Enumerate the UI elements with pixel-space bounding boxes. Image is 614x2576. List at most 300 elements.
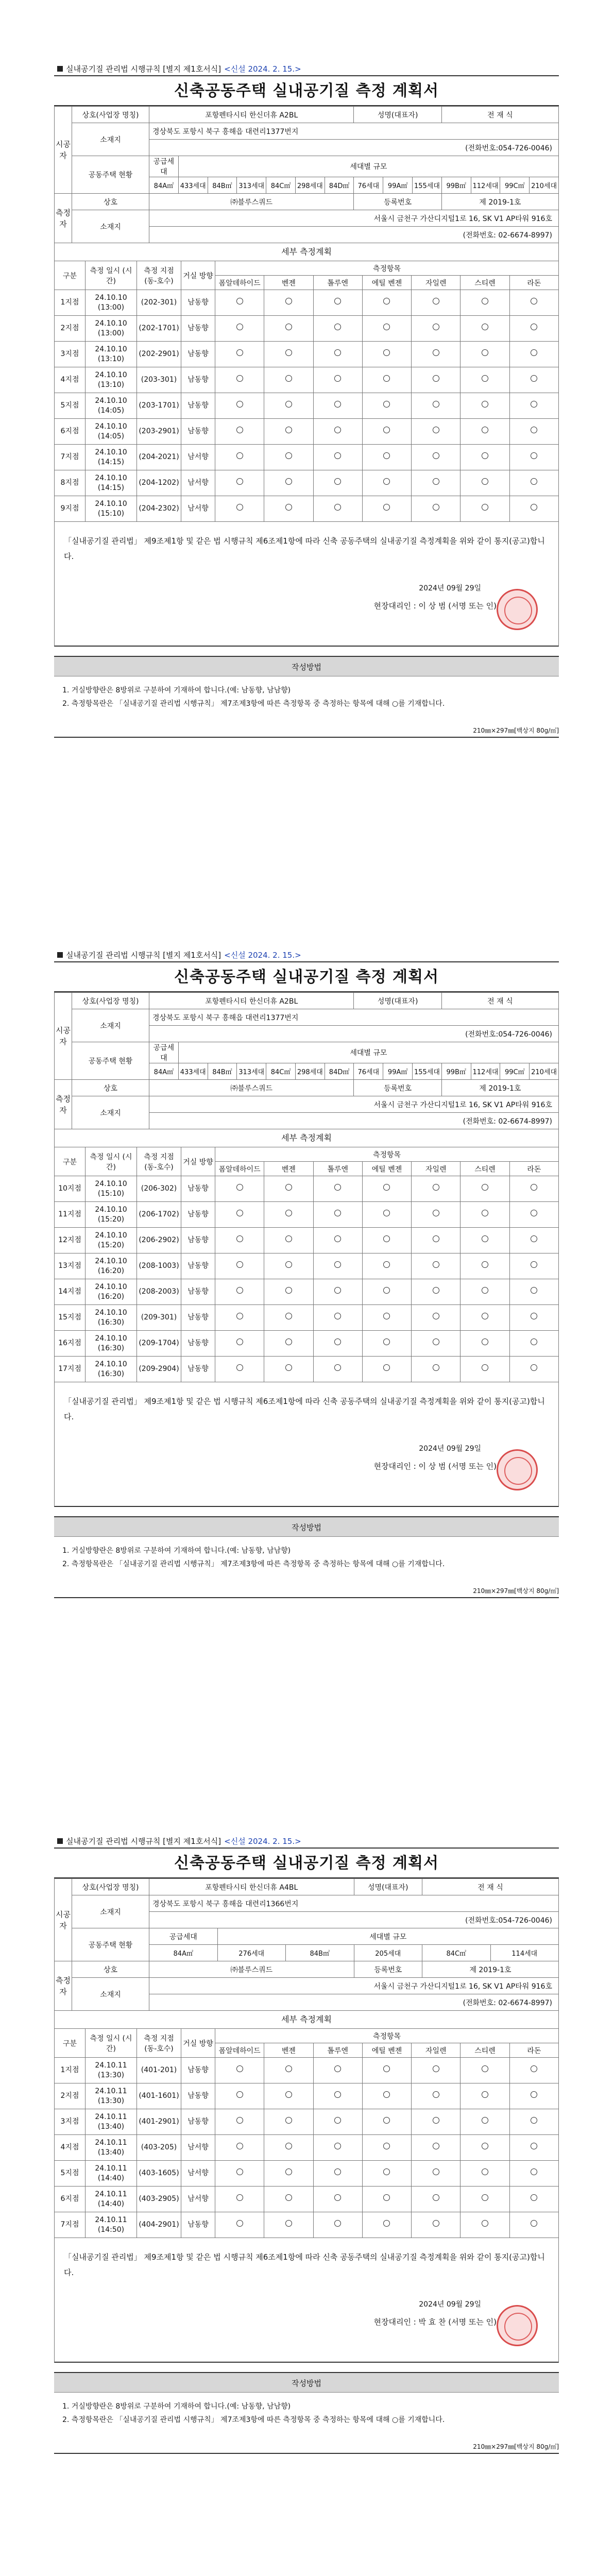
check-cell (313, 316, 362, 342)
point-datetime (86, 2109, 137, 2135)
unit-size: 99A㎡ (383, 1063, 413, 1080)
applicant-table (54, 106, 559, 243)
check-circle-icon (482, 324, 488, 330)
point-time: (14:05) (97, 406, 125, 415)
point-division: 14지점 (55, 1279, 86, 1305)
check-circle-icon (236, 2065, 243, 2072)
point-datetime (86, 1176, 137, 1202)
check-cell (313, 342, 362, 367)
check-circle-icon (236, 1235, 243, 1242)
check-cell (412, 393, 460, 419)
housing-status-label: 공동주택 현황 (72, 1042, 149, 1080)
form-revision: <신설 2024. 2. 15.> (224, 1837, 301, 1846)
measurement-point-row (55, 1253, 559, 1279)
point-datetime (86, 367, 137, 393)
point-date: 24.10.10 (95, 1282, 127, 1291)
check-circle-icon (334, 478, 341, 485)
living-room-direction: 남동향 (181, 2058, 215, 2083)
check-cell (215, 419, 264, 445)
check-cell (362, 1202, 411, 1228)
check-cell (215, 316, 264, 342)
method-item-2: 2. 측정항목란은 「실내공기질 관리법 시행규칙」 제7조제3항에 따른 측정항목 중 측정하는 항목에 대해 ○를 기재합니다. (62, 700, 445, 708)
check-circle-icon (285, 349, 292, 356)
check-circle-icon (383, 349, 390, 356)
check-circle-icon (433, 2220, 439, 2227)
col-pollutant: 벤젠 (264, 2043, 313, 2058)
check-circle-icon (383, 324, 390, 330)
check-cell (264, 1305, 313, 1331)
check-circle-icon (334, 298, 341, 304)
point-time: (15:10) (97, 1189, 125, 1198)
measurement-point-row (55, 419, 559, 445)
measurement-point-row (55, 1279, 559, 1305)
unit-count: 210세대 (530, 1063, 559, 1080)
check-circle-icon (482, 298, 488, 304)
living-room-direction: 남동향 (181, 1305, 215, 1331)
col-items: 측정항목 (215, 261, 559, 276)
point-date: 24.10.11 (95, 2061, 127, 2070)
point-date: 24.10.10 (95, 1205, 127, 1214)
check-cell (412, 1305, 460, 1331)
check-cell (264, 290, 313, 316)
check-circle-icon (531, 401, 537, 408)
measurer-address: 서울시 금천구 가산디지털1로 16, SK V1 AP타워 916호 (149, 1978, 559, 1994)
col-pollutant: 스티렌 (460, 1162, 509, 1176)
check-circle-icon (383, 401, 390, 408)
point-time: (15:20) (97, 1241, 125, 1249)
check-circle-icon (482, 1261, 488, 1268)
col-pollutant: 톨루엔 (313, 2043, 362, 2058)
address-label: 소재지 (72, 1895, 149, 1928)
check-circle-icon (433, 324, 439, 330)
check-cell (264, 1253, 313, 1279)
check-circle-icon (383, 1338, 390, 1345)
check-circle-icon (433, 1261, 439, 1268)
check-cell (412, 2212, 460, 2238)
check-cell (509, 2161, 558, 2187)
plan-title: 세부 측정계획 (54, 2011, 559, 2028)
point-date: 24.10.11 (95, 2190, 127, 2198)
check-cell (264, 470, 313, 496)
check-circle-icon (383, 1235, 390, 1242)
living-room-direction: 남동향 (181, 419, 215, 445)
notice-date: 2024년 09월 29일 (419, 584, 481, 592)
check-cell (460, 1176, 509, 1202)
form-header-text: 실내공기질 관리법 시행규칙 [별지 제1호서식] (66, 951, 221, 960)
representative-label: 성명(대표자) (354, 1879, 422, 1895)
living-room-direction: 남동향 (181, 1228, 215, 1253)
check-circle-icon (334, 1235, 341, 1242)
check-cell (509, 342, 558, 367)
form-page (54, 948, 559, 1598)
applicant-role-label: 시공자 (55, 107, 72, 194)
check-circle-icon (334, 349, 341, 356)
check-circle-icon (383, 1364, 390, 1371)
check-circle-icon (236, 427, 243, 433)
measurement-point-row (55, 2083, 559, 2109)
check-cell (509, 367, 558, 393)
signature-block (54, 564, 559, 647)
check-cell (412, 2187, 460, 2212)
check-circle-icon (236, 1364, 243, 1371)
point-time: (14:40) (97, 2174, 125, 2182)
col-datetime: 측정 일시 (시간) (86, 261, 137, 290)
col-items: 측정항목 (215, 2029, 559, 2043)
col-pollutant: 에틸 벤젠 (362, 1162, 411, 1176)
unit-count: 433세대 (178, 1063, 208, 1080)
measurement-point-row (55, 342, 559, 367)
check-cell (412, 367, 460, 393)
living-room-direction: 남서향 (181, 496, 215, 522)
living-room-direction: 남동향 (181, 316, 215, 342)
point-division: 13지점 (55, 1253, 86, 1279)
unit-size: 84C㎡ (266, 177, 296, 194)
measurement-point-row (55, 2058, 559, 2083)
living-room-direction: 남동향 (181, 2109, 215, 2135)
measurement-plan-table (54, 261, 559, 522)
check-circle-icon (482, 1235, 488, 1242)
unit-count: 298세대 (295, 177, 325, 194)
check-circle-icon (433, 375, 439, 382)
check-circle-icon (531, 2220, 537, 2227)
applicant-address: 경상북도 포항시 북구 흥해읍 대련리1377번지 (149, 123, 559, 140)
point-datetime (86, 1331, 137, 1357)
writing-method-title: 작성방법 (54, 656, 559, 676)
check-cell (362, 1228, 411, 1253)
check-circle-icon (383, 298, 390, 304)
point-division: 6지점 (55, 419, 86, 445)
check-circle-icon (531, 1287, 537, 1294)
living-room-direction: 남동향 (181, 2083, 215, 2109)
point-datetime (86, 316, 137, 342)
point-division: 11지점 (55, 1202, 86, 1228)
method-item-1: 1. 거실방향란은 8방위로 구분하여 기재하여 합니다.(예: 남동향, 남남향) (62, 2402, 291, 2411)
check-circle-icon (236, 2168, 243, 2175)
check-circle-icon (433, 2091, 439, 2098)
measurement-point-row (55, 316, 559, 342)
unit-count: 313세대 (237, 177, 266, 194)
check-circle-icon (531, 375, 537, 382)
check-circle-icon (285, 1364, 292, 1371)
form-revision: <신설 2024. 2. 15.> (224, 951, 301, 960)
check-cell (460, 2212, 509, 2238)
check-circle-icon (531, 2065, 537, 2072)
check-cell (412, 419, 460, 445)
check-circle-icon (383, 2091, 390, 2098)
point-location: (404-2901) (137, 2212, 181, 2238)
signature-block (54, 1425, 559, 1507)
check-cell (264, 2058, 313, 2083)
red-seal-stamp (497, 589, 538, 630)
address-label: 소재지 (72, 123, 149, 156)
check-circle-icon (285, 375, 292, 382)
form-page (54, 1834, 559, 2454)
point-location: (401-201) (137, 2058, 181, 2083)
check-cell (264, 2135, 313, 2161)
check-cell (264, 1228, 313, 1253)
check-circle-icon (531, 427, 537, 433)
site-agent: 현장대리인 : 이 상 범 (서명 또는 인) (373, 1462, 497, 1471)
document-title: 신축공동주택 실내공기질 측정 계획서 (54, 1849, 559, 1878)
point-time: (16:20) (97, 1292, 125, 1301)
writing-method-title: 작성방법 (54, 1516, 559, 1537)
check-circle-icon (334, 1313, 341, 1319)
check-cell (215, 1357, 264, 1382)
check-circle-icon (531, 1364, 537, 1371)
check-circle-icon (482, 1287, 488, 1294)
living-room-direction: 남서향 (181, 470, 215, 496)
check-cell (362, 1331, 411, 1357)
check-cell (362, 2135, 411, 2161)
check-circle-icon (383, 504, 390, 511)
check-cell (313, 1279, 362, 1305)
check-circle-icon (334, 1287, 341, 1294)
registration-label: 등록번호 (354, 1080, 441, 1096)
applicant-address: 경상북도 포항시 북구 흥해읍 대련리1366번지 (149, 1895, 559, 1912)
point-date: 24.10.10 (95, 473, 127, 482)
measurement-plan-table (54, 1147, 559, 1382)
check-circle-icon (285, 298, 292, 304)
point-division: 1지점 (55, 290, 86, 316)
check-circle-icon (285, 1338, 292, 1345)
plan-title: 세부 측정계획 (54, 1129, 559, 1147)
unit-count: 112세대 (471, 1063, 500, 1080)
check-cell (215, 2109, 264, 2135)
check-cell (460, 470, 509, 496)
check-circle-icon (531, 2194, 537, 2201)
check-circle-icon (433, 2168, 439, 2175)
check-cell (509, 496, 558, 522)
point-datetime (86, 2058, 137, 2083)
point-datetime (86, 393, 137, 419)
col-pollutant: 라돈 (509, 1162, 558, 1176)
measurement-point-row (55, 1228, 559, 1253)
point-datetime (86, 1228, 137, 1253)
check-circle-icon (531, 1184, 537, 1191)
living-room-direction: 남동향 (181, 1357, 215, 1382)
point-date: 24.10.10 (95, 499, 127, 508)
check-cell (509, 1357, 558, 1382)
point-date: 24.10.10 (95, 1308, 127, 1317)
check-cell (313, 2135, 362, 2161)
notice-date: 2024년 09월 29일 (419, 1445, 481, 1453)
point-division: 16지점 (55, 1331, 86, 1357)
living-room-direction: 남동향 (181, 342, 215, 367)
check-circle-icon (383, 1287, 390, 1294)
applicant-role-label: 시공자 (55, 1879, 72, 1961)
point-datetime (86, 1279, 137, 1305)
point-location: (203-2901) (137, 419, 181, 445)
check-circle-icon (482, 2065, 488, 2072)
check-cell (509, 2109, 558, 2135)
check-cell (313, 419, 362, 445)
form-header-text: 실내공기질 관리법 시행규칙 [별지 제1호서식] (66, 1837, 221, 1846)
check-circle-icon (482, 1364, 488, 1371)
point-division: 6지점 (55, 2187, 86, 2212)
point-time: (14:50) (97, 2225, 125, 2234)
living-room-direction: 남서향 (181, 445, 215, 470)
check-cell (313, 2187, 362, 2212)
check-cell (412, 1253, 460, 1279)
unit-count: 276세대 (217, 1945, 286, 1961)
notice-statement: 「실내공기질 관리법」 제9조제1항 및 같은 법 시행규칙 제6조제1항에 따라 신축 공동주택의 실내공기질 측정계획을 위와 같이 통지(공고)합니다. (54, 2238, 559, 2280)
measurement-point-row (55, 496, 559, 522)
unit-count: 114세대 (490, 1945, 559, 1961)
point-division: 7지점 (55, 445, 86, 470)
check-circle-icon (285, 2194, 292, 2201)
check-cell (362, 1357, 411, 1382)
check-cell (215, 2135, 264, 2161)
check-cell (313, 1331, 362, 1357)
check-circle-icon (285, 1287, 292, 1294)
check-cell (460, 2187, 509, 2212)
applicant-phone: (전화번호:054-726-0046) (149, 140, 559, 156)
check-cell (313, 2161, 362, 2187)
measurer-role-label: 측정자 (55, 1080, 72, 1129)
unit-size: 84A㎡ (149, 177, 179, 194)
check-cell (264, 1202, 313, 1228)
point-time: (15:10) (97, 509, 125, 518)
check-circle-icon (383, 1261, 390, 1268)
check-circle-icon (531, 349, 537, 356)
point-date: 24.10.10 (95, 319, 127, 328)
company-name: 포항펜타시티 한신더휴 A2BL (149, 107, 354, 123)
check-circle-icon (433, 2143, 439, 2149)
check-circle-icon (482, 1210, 488, 1216)
check-cell (264, 393, 313, 419)
check-circle-icon (433, 452, 439, 459)
representative-name: 전 재 식 (441, 993, 558, 1009)
document-title: 신축공동주택 실내공기질 측정 계획서 (54, 962, 559, 992)
check-circle-icon (531, 504, 537, 511)
measurer-company-label: 상호 (72, 1961, 149, 1978)
check-cell (460, 316, 509, 342)
point-location: (206-302) (137, 1176, 181, 1202)
measurement-point-row (55, 2135, 559, 2161)
check-circle-icon (482, 349, 488, 356)
housing-status-label: 공동주택 현황 (72, 156, 149, 194)
check-cell (460, 393, 509, 419)
check-cell (509, 1305, 558, 1331)
check-cell (215, 1279, 264, 1305)
check-cell (509, 2212, 558, 2238)
col-direction: 거실 방향 (181, 261, 215, 290)
check-cell (215, 445, 264, 470)
site-agent: 현장대리인 : 박 효 찬 (서명 또는 인) (373, 2317, 497, 2327)
point-location: (204-2302) (137, 496, 181, 522)
point-location: (208-1003) (137, 1253, 181, 1279)
check-circle-icon (531, 478, 537, 485)
check-cell (313, 1202, 362, 1228)
registration-number: 제 2019-1호 (441, 194, 558, 210)
col-division: 구분 (55, 261, 86, 290)
check-cell (412, 445, 460, 470)
check-circle-icon (433, 1287, 439, 1294)
point-location: (202-2901) (137, 342, 181, 367)
check-circle-icon (433, 427, 439, 433)
col-direction: 거실 방향 (181, 1147, 215, 1176)
check-circle-icon (236, 375, 243, 382)
check-circle-icon (236, 298, 243, 304)
company-label: 상호(사업장 명칭) (72, 993, 149, 1009)
check-cell (460, 2058, 509, 2083)
check-circle-icon (236, 2117, 243, 2124)
point-datetime (86, 496, 137, 522)
check-cell (215, 1305, 264, 1331)
measurer-phone: (전화번호: 02-6674-8997) (149, 1994, 559, 2011)
point-date: 24.10.10 (95, 448, 127, 456)
check-circle-icon (334, 2194, 341, 2201)
col-pollutant: 라돈 (509, 2043, 558, 2058)
check-cell (412, 1331, 460, 1357)
check-circle-icon (433, 478, 439, 485)
check-circle-icon (334, 2117, 341, 2124)
check-cell (509, 290, 558, 316)
measurer-company-name: ㈜블루스쿼드 (149, 194, 354, 210)
check-circle-icon (334, 2220, 341, 2227)
check-cell (460, 445, 509, 470)
check-cell (264, 419, 313, 445)
check-circle-icon (531, 324, 537, 330)
check-cell (412, 1279, 460, 1305)
check-circle-icon (236, 452, 243, 459)
check-circle-icon (482, 375, 488, 382)
check-circle-icon (531, 1261, 537, 1268)
check-cell (509, 419, 558, 445)
check-circle-icon (433, 2065, 439, 2072)
check-cell (460, 2135, 509, 2161)
point-time: (13:10) (97, 354, 125, 363)
check-cell (412, 470, 460, 496)
point-datetime (86, 2083, 137, 2109)
notice-date: 2024년 09월 29일 (419, 2300, 481, 2309)
point-division: 8지점 (55, 470, 86, 496)
col-pollutant: 자일렌 (412, 1162, 460, 1176)
check-circle-icon (482, 2117, 488, 2124)
check-cell (362, 2161, 411, 2187)
point-date: 24.10.11 (95, 2138, 127, 2147)
check-circle-icon (433, 1210, 439, 1216)
point-location: (204-1202) (137, 470, 181, 496)
col-location: 측정 지점 (동-호수) (137, 2029, 181, 2058)
check-cell (313, 445, 362, 470)
supply-households-label: 공급세대 (149, 1042, 179, 1063)
living-room-direction: 남동향 (181, 393, 215, 419)
check-cell (362, 2083, 411, 2109)
living-room-direction: 남동향 (181, 1279, 215, 1305)
applicant-role-label: 시공자 (55, 993, 72, 1080)
unit-count: 155세대 (413, 177, 442, 194)
check-cell (362, 316, 411, 342)
check-circle-icon (285, 1261, 292, 1268)
check-cell (509, 1176, 558, 1202)
unit-count: 298세대 (295, 1063, 325, 1080)
check-cell (264, 2187, 313, 2212)
measurer-phone: (전화번호: 02-6674-8997) (149, 1113, 559, 1129)
check-circle-icon (334, 504, 341, 511)
check-circle-icon (482, 2194, 488, 2201)
check-cell (215, 2187, 264, 2212)
point-time: (16:30) (97, 1318, 125, 1327)
check-cell (460, 290, 509, 316)
check-cell (509, 393, 558, 419)
check-cell (215, 2161, 264, 2187)
point-division: 15지점 (55, 1305, 86, 1331)
point-location: (206-2902) (137, 1228, 181, 1253)
point-location: (403-205) (137, 2135, 181, 2161)
check-cell (215, 342, 264, 367)
col-pollutant: 폼알데하이드 (215, 276, 264, 290)
